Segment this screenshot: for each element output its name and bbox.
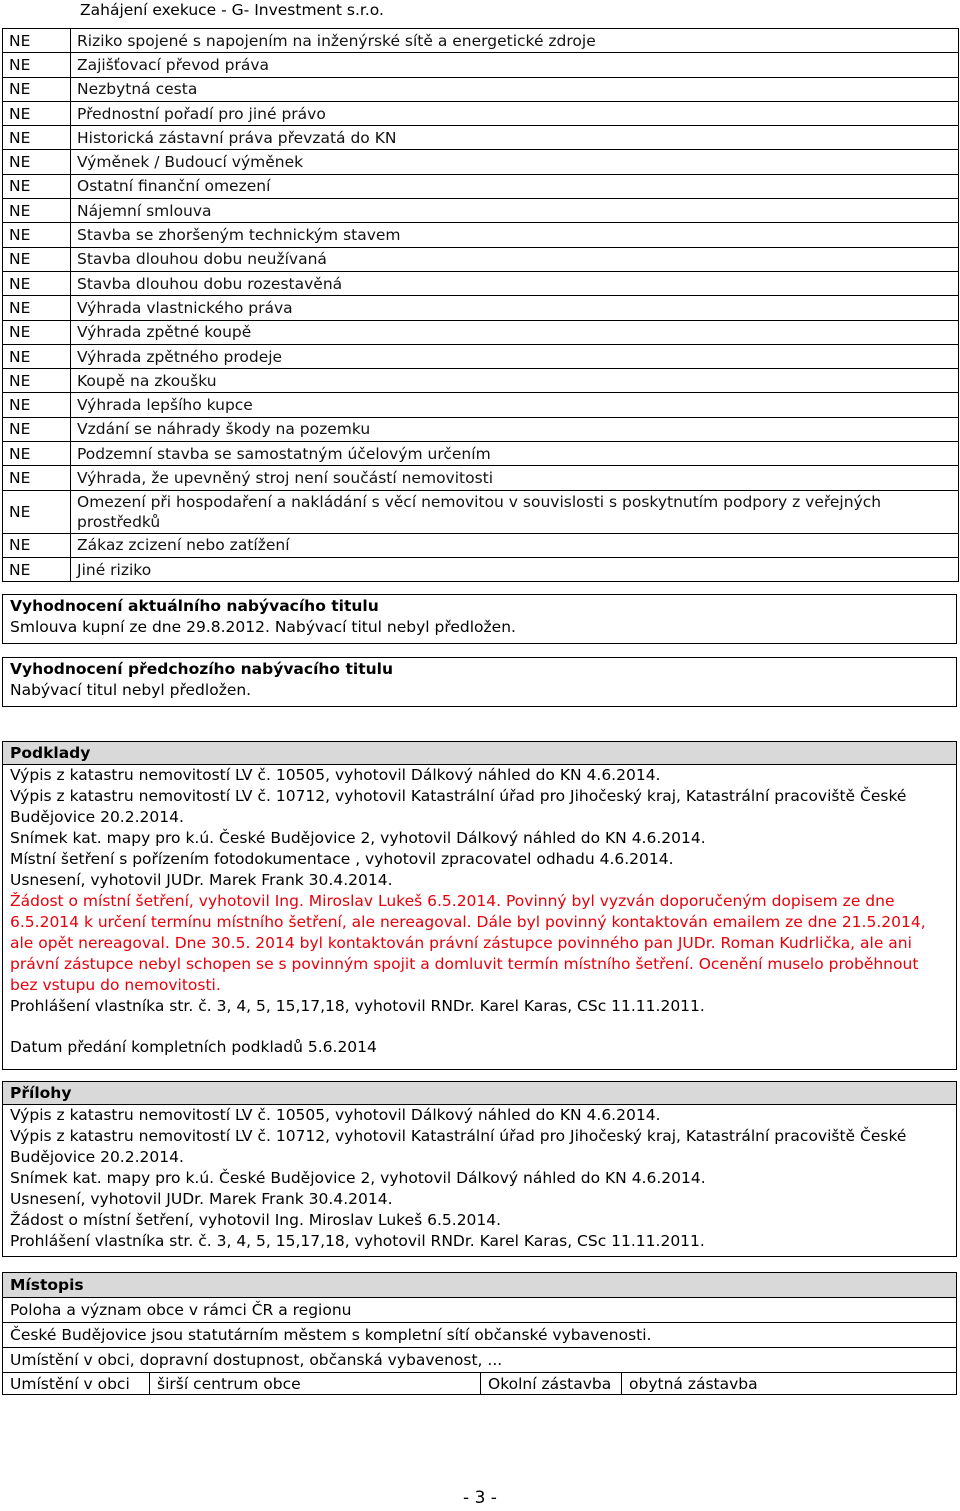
risk-row	[3, 174, 959, 198]
previous-title-heading: Vyhodnocení předchozího nabývacího titulu	[10, 660, 393, 678]
prilohy-heading: Přílohy	[3, 1082, 956, 1105]
podklady-line: Snímek kat. mapy pro k.ú. České Budějovice 2, vyhotovil Dálkový náhled do KN 4.6.2014.	[10, 829, 706, 847]
mistopis-col-value: obytná zástavba	[629, 1375, 758, 1393]
risk-status: NE	[3, 53, 71, 77]
risk-label: Zajišťovací převod práva	[71, 53, 959, 77]
risk-status: NE	[3, 77, 71, 101]
risk-status: NE	[3, 101, 71, 125]
risk-row	[3, 393, 959, 417]
risk-row	[3, 442, 959, 466]
prilohy-line: Usnesení, vyhotovil JUDr. Marek Frank 30.4.2014.	[10, 1190, 393, 1208]
page-number: - 3 -	[463, 1488, 497, 1508]
risk-label: Stavba dlouhou dobu neužívaná	[71, 247, 959, 271]
risk-row	[3, 150, 959, 174]
risk-label: Přednostní pořadí pro jiné právo	[71, 101, 959, 125]
risk-status: NE	[3, 247, 71, 271]
risk-status: NE	[3, 296, 71, 320]
podklady-heading: Podklady	[3, 742, 956, 765]
mistopis-col-value: širší centrum obce	[150, 1373, 481, 1395]
prilohy-section	[2, 1081, 957, 1257]
risk-status: NE	[3, 174, 71, 198]
page-header-title: Zahájení exekuce - G- Investment s.r.o.	[80, 1, 384, 19]
risk-row	[3, 320, 959, 344]
mistopis-heading: Místopis	[3, 1273, 956, 1298]
risk-status: NE	[3, 557, 71, 581]
risk-row	[3, 126, 959, 150]
mistopis-row-placement: Umístění v obci, dopravní dostupnost, občanská vybavenost, ...	[3, 1348, 956, 1373]
risk-row	[3, 369, 959, 393]
risk-status: NE	[3, 271, 71, 295]
risk-row	[3, 296, 959, 320]
risk-status: NE	[3, 417, 71, 441]
risk-row	[3, 199, 959, 223]
risk-label: Nezbytná cesta	[71, 77, 959, 101]
podklady-date-line: Datum předání kompletních podkladů 5.6.2014	[10, 1038, 377, 1056]
risk-row	[3, 271, 959, 295]
mistopis-col-label: Okolní zástavba	[481, 1373, 622, 1395]
current-title-section	[2, 594, 957, 644]
risk-row	[3, 557, 959, 581]
risk-row	[3, 466, 959, 490]
mistopis-row-city: České Budějovice jsou statutárním městem s kompletní sítí občanské vybavenosti.	[3, 1323, 956, 1348]
risk-row	[3, 417, 959, 441]
podklady-line: Výpis z katastru nemovitostí LV č. 10505, vyhotovil Dálkový náhled do KN 4.6.2014.	[10, 766, 661, 784]
podklady-line: Výpis z katastru nemovitostí LV č. 10712, vyhotovil Katastrální úřad pro Jihočeský kraj, Katastrální pracoviště České Budějovice 20.2.2014.	[10, 787, 907, 826]
podklady-line: Usnesení, vyhotovil JUDr. Marek Frank 30.4.2014.	[10, 871, 393, 889]
risk-row	[3, 77, 959, 101]
prilohy-line: Prohlášení vlastníka str. č. 3, 4, 5, 15,17,18, vyhotovil RNDr. Karel Karas, CSc 11.11.2011.	[10, 1232, 705, 1250]
risk-status: NE	[3, 490, 71, 533]
risk-status: NE	[3, 393, 71, 417]
risk-status: NE	[3, 533, 71, 557]
mistopis-section	[2, 1272, 957, 1395]
risk-label: Podzemní stavba se samostatným účelovým určením	[71, 442, 959, 466]
risk-status: NE	[3, 199, 71, 223]
podklady-red-note: Žádost o místní šetření, vyhotovil Ing. Miroslav Lukeš 6.5.2014. Povinný byl vyzván doporučeným dopisem ze dne 6.5.2014 k určení termínu místního šetření, ale nereagoval. Dále byl povinný kontaktován emailem ze dne 21.5.2014, ale opět nereagoval. Dne 30.5. 2014 byl kontaktován právní zástupce povinného pan JUDr. Roman Kudrlička, ale ani právní zástupce nebyl schopen se s povinným spojit a domluvit termín místního šetření. Ocenění muselo proběhnout bez vstupu do nemovitosti.	[10, 892, 926, 994]
mistopis-col-label: Umístění v obci	[3, 1373, 150, 1395]
risk-status: NE	[3, 150, 71, 174]
risk-status: NE	[3, 320, 71, 344]
risk-status: NE	[3, 344, 71, 368]
risk-label: Ostatní finanční omezení	[71, 174, 959, 198]
podklady-line: Místní šetření s pořízením fotodokumentace , vyhotovil zpracovatel odhadu 4.6.2014.	[10, 850, 674, 868]
podklady-after-note: Prohlášení vlastníka str. č. 3, 4, 5, 15,17,18, vyhotovil RNDr. Karel Karas, CSc 11.11.2011.	[10, 997, 705, 1015]
risk-label: Jiné riziko	[71, 557, 959, 581]
risk-status: NE	[3, 442, 71, 466]
risk-label: Stavba se zhoršeným technickým stavem	[71, 223, 959, 247]
risk-table	[2, 28, 959, 582]
risk-status: NE	[3, 466, 71, 490]
risk-row	[3, 101, 959, 125]
risk-row	[3, 53, 959, 77]
podklady-list	[3, 765, 956, 1058]
risk-label: Výhrada zpětné koupě	[71, 320, 959, 344]
risk-label: Výměnek / Budoucí výměnek	[71, 150, 959, 174]
risk-label: Historická zástavní práva převzatá do KN	[71, 126, 959, 150]
risk-row	[3, 29, 959, 53]
prilohy-line: Výpis z katastru nemovitostí LV č. 10712, vyhotovil Katastrální úřad pro Jihočeský kraj, Katastrální pracoviště České Budějovice 20.2.2014.	[10, 1127, 907, 1166]
mistopis-columns-row	[3, 1373, 956, 1395]
prilohy-line: Žádost o místní šetření, vyhotovil Ing. Miroslav Lukeš 6.5.2014.	[10, 1211, 502, 1229]
risk-label: Stavba dlouhou dobu rozestavěná	[71, 271, 959, 295]
risk-label: Zákaz zcizení nebo zatížení	[71, 533, 959, 557]
previous-title-section	[2, 657, 957, 707]
risk-label: Výhrada zpětného prodeje	[71, 344, 959, 368]
risk-label: Výhrada vlastnického práva	[71, 296, 959, 320]
previous-title-text: Nabývací titul nebyl předložen.	[10, 681, 252, 699]
risk-row	[3, 490, 959, 533]
prilohy-line: Výpis z katastru nemovitostí LV č. 10505, vyhotovil Dálkový náhled do KN 4.6.2014.	[10, 1106, 661, 1124]
current-title-text: Smlouva kupní ze dne 29.8.2012. Nabývací titul nebyl předložen.	[10, 618, 516, 636]
risk-label: Výhrada, že upevněný stroj není součástí nemovitosti	[71, 466, 959, 490]
podklady-section	[2, 741, 957, 1070]
risk-status: NE	[3, 369, 71, 393]
risk-status: NE	[3, 223, 71, 247]
mistopis-row-location: Poloha a význam obce v rámci ČR a regionu	[3, 1298, 956, 1323]
risk-row	[3, 533, 959, 557]
risk-label: Výhrada lepšího kupce	[71, 393, 959, 417]
risk-row	[3, 223, 959, 247]
risk-row	[3, 344, 959, 368]
current-title-heading: Vyhodnocení aktuálního nabývacího titulu	[10, 597, 379, 615]
risk-label: Vzdání se náhrady škody na pozemku	[71, 417, 959, 441]
prilohy-line: Snímek kat. mapy pro k.ú. České Budějovice 2, vyhotovil Dálkový náhled do KN 4.6.2014.	[10, 1169, 706, 1187]
risk-status: NE	[3, 29, 71, 53]
risk-status: NE	[3, 126, 71, 150]
risk-label: Nájemní smlouva	[71, 199, 959, 223]
risk-label: Omezení při hospodaření a nakládání s věcí nemovitou v souvislosti s poskytnutím podpory z veřejných prostředků	[71, 490, 959, 533]
risk-row	[3, 247, 959, 271]
risk-label: Riziko spojené s napojením na inženýrské sítě a energetické zdroje	[71, 29, 959, 53]
risk-label: Koupě na zkoušku	[71, 369, 959, 393]
